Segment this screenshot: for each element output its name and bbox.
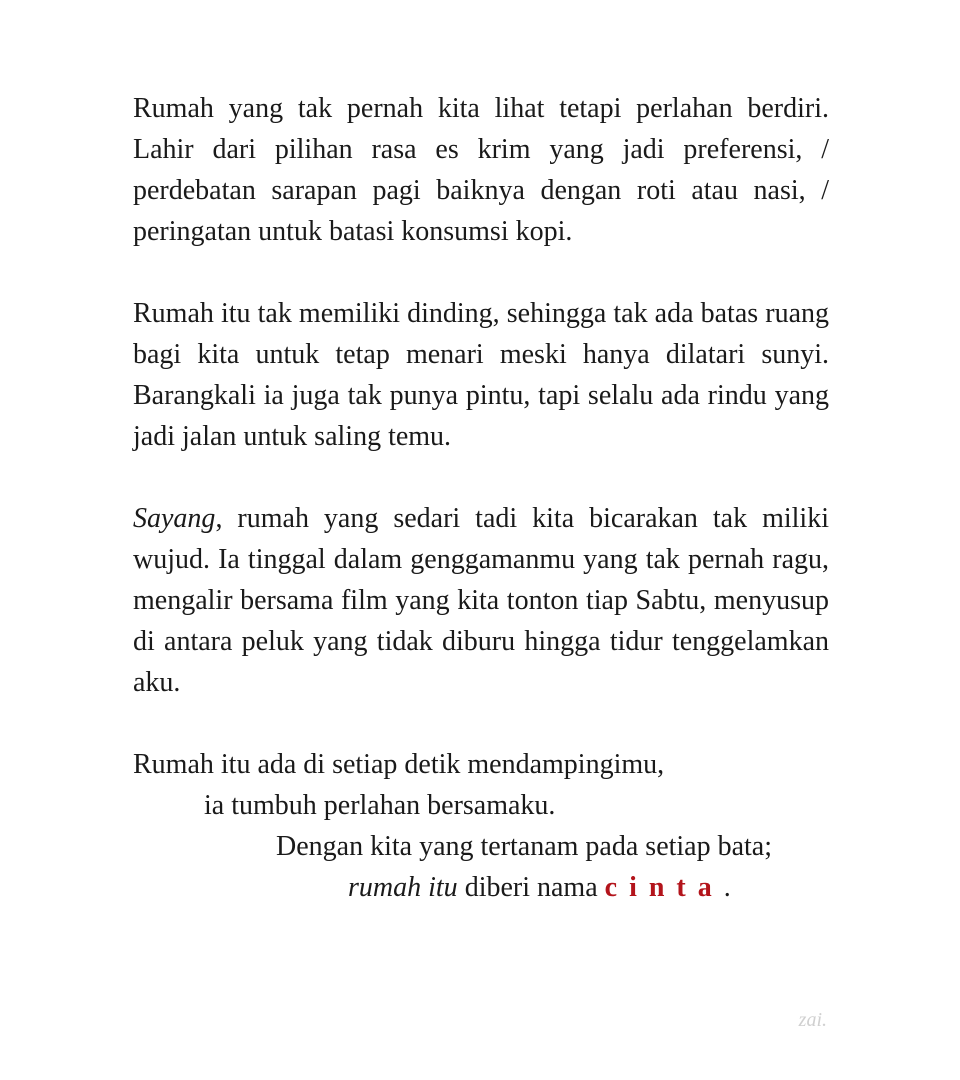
stanza-line-1: Rumah itu ada di setiap detik mendampingimu, [133,749,665,780]
paragraph-3 [133,498,829,703]
poem-page [133,88,829,908]
closing-stanza [133,744,829,908]
stanza-line-4-text: diberi nama [457,872,605,903]
stanza-line-4 [133,867,829,908]
author-signature: zai. [798,1009,827,1031]
paragraph-2 [133,293,829,457]
stanza-line-2: ia tumbuh perlahan bersamaku. [204,790,556,821]
paragraph-3-lead-italic: Sayang [133,503,216,534]
cinta-accent-word: cinta [604,872,724,903]
paragraph-3-text: , rumah yang sedari tadi kita bicarakan tak miliki wujud. Ia tinggal dalam genggamanmu yang tak pernah ragu, mengalir bersama film yang kita tonton tiap Sabtu, menyusup di antara peluk yang tidak diburu hingga tidur tenggelamkan aku. [133,503,829,698]
stanza-line-3: Dengan kita yang tertanam pada setiap bata; [276,831,773,862]
stanza-line-4-italic: rumah itu [348,872,458,903]
stanza-line-4-end: . [723,872,731,903]
paragraph-1-text: Rumah yang tak pernah kita lihat tetapi perlahan berdiri. Lahir dari pilihan rasa es krim yang jadi preferensi, / perdebatan sarapan pagi baiknya dengan roti atau nasi, / peringatan untuk batasi konsumsi kopi. [133,93,829,247]
paragraph-1 [133,88,829,252]
paragraph-2-text: Rumah itu tak memiliki dinding, sehingga tak ada batas ruang bagi kita untuk tetap menari meski hanya dilatari sunyi. Barangkali ia juga tak punya pintu, tapi selalu ada rindu yang jadi jalan untuk saling temu. [133,298,829,452]
